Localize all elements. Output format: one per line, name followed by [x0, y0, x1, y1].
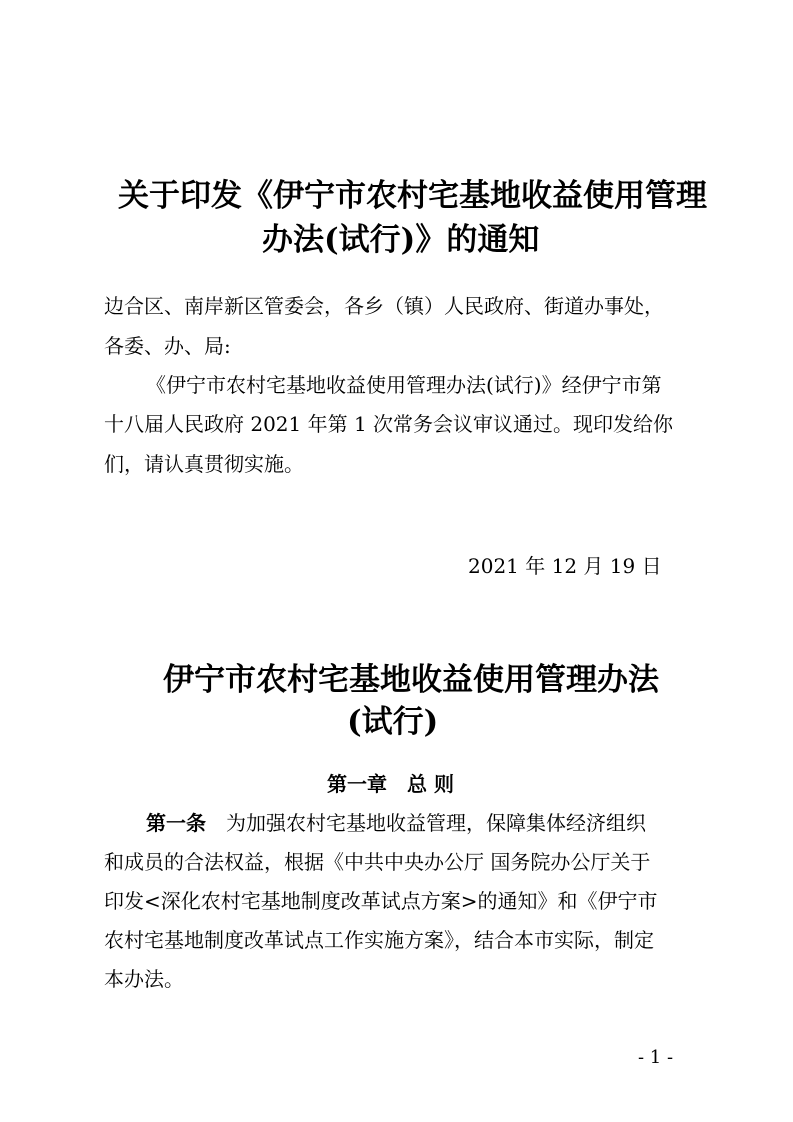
notice-recipients-line-2: 各委、办、局:: [104, 334, 231, 358]
measures-subtitle: (试行): [347, 704, 439, 740]
notice-title-line-2: 办法(试行)》的通知: [262, 222, 540, 258]
article-1-number: 第一条: [146, 811, 206, 835]
article-1-line-3: 印发<深化农村宅基地制度改革试点方案>的通知》和《伊宁市: [104, 889, 658, 913]
notice-body-line-3: 们，请认真贯彻实施。: [104, 452, 304, 476]
article-1-line-1-text: 为加强农村宅基地收益管理，保障集体经济组织: [206, 811, 646, 835]
notice-date: 2021 年 12 月 19 日: [468, 554, 662, 578]
page-number: - 1 -: [638, 1047, 674, 1068]
notice-recipients-line-1: 边合区、南岸新区管委会，各乡（镇）人民政府、街道办事处，: [104, 294, 664, 318]
notice-body-line-2: 十八届人民政府 2021 年第 1 次常务会议审议通过。现印发给你: [104, 412, 674, 436]
chapter-heading: 第一章 总 则: [327, 772, 454, 796]
notice-title-line-1: 关于印发《伊宁市农村宅基地收益使用管理: [118, 178, 707, 214]
measures-title: 伊宁市农村宅基地收益使用管理办法: [163, 662, 659, 698]
article-1-line-2: 和成员的合法权益，根据《中共中央办公厅 国务院办公厅关于: [104, 850, 651, 874]
article-1-line-1: [146, 809, 646, 837]
article-1-line-5: 本办法。: [104, 967, 184, 991]
article-1-line-4: 农村宅基地制度改革试点工作实施方案》，结合本市实际，制定: [104, 928, 654, 952]
notice-body-line-1: 《伊宁市农村宅基地收益使用管理办法(试行)》经伊宁市第: [146, 373, 662, 397]
